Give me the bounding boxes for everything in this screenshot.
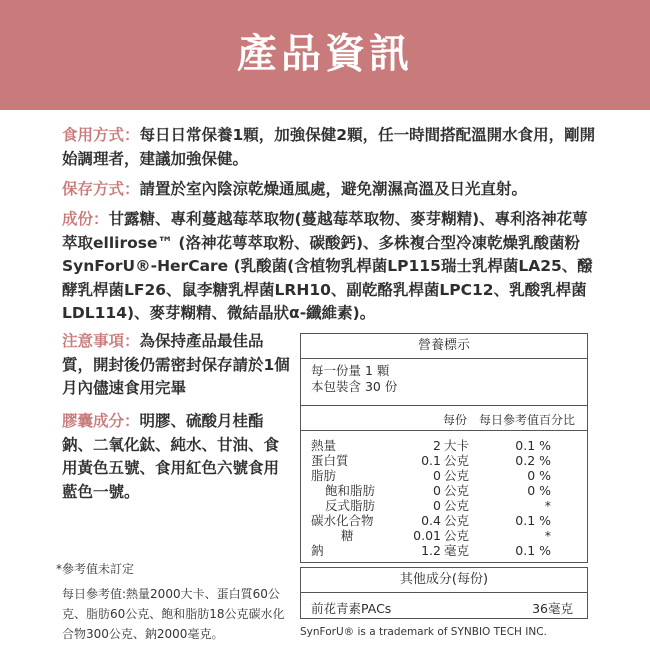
capsule-section: [62, 410, 292, 504]
servings-per-pack: 本包裝含 30 份: [311, 379, 398, 394]
reference-title: *參考值未訂定: [56, 562, 135, 576]
serving-info: [301, 359, 587, 406]
capsule-label: 膠囊成分：: [62, 412, 140, 430]
storage-label: 保存方式：: [62, 180, 140, 198]
header-banner: [0, 0, 650, 110]
ingredients-text: 甘露糖、專利蔓越莓萃取物(蔓越莓萃取物、麥芽糊精)、專利洛神花萼萃取ellirose™ (洛神花萼萃取粉、碳酸鈣)、多株複合型冷凍乾燥乳酸菌粉SynForU®-HerCare (乳酸菌(含植物乳桿菌LP115瑞士乳桿菌LA25、醱酵乳桿菌LF26、鼠李糖乳桿菌LRH10、副乾酪乳桿菌LPC12、乳酸乳桿菌LDL114)、麥芽糊精、微結晶狀α-纖維素)。: [62, 210, 593, 322]
usage-section: [62, 124, 602, 171]
notice-label: 注意事項：: [62, 332, 140, 350]
table-row: 熱量 2 大卡 0.1 %: [311, 438, 551, 453]
ingredients-section: [62, 208, 602, 326]
table-row: 碳水化合物 0.4 公克 0.1 %: [311, 513, 551, 528]
usage-label: 食用方式：: [62, 126, 140, 144]
usage-text: 每日日常保養1顆，加強保健2顆，任一時間搭配溫開水食用，剛開始調理者，建議加強保健。: [62, 126, 596, 168]
table-row: 鈉 1.2 毫克 0.1 %: [311, 543, 551, 558]
table-row: 糖 0.01 公克 *: [341, 528, 551, 543]
serving-size: 每一份量 1 顆: [311, 363, 390, 378]
other-ingredient-name: 前花青素PACs: [311, 601, 392, 616]
other-ingredient-amount: 36毫克: [532, 601, 573, 616]
nutrition-title: 營養標示: [301, 334, 587, 359]
reference-text: 每日參考值:熱量2000大卡、蛋白質60公克、脂肪60公克、飽和脂肪18公克碳水化合物300公克、鈉2000毫克。: [62, 587, 285, 641]
table-row: 飽和脂肪 0 公克 0 %: [325, 483, 551, 498]
storage-section: [62, 178, 602, 202]
col-daily-value: 每日參考值百分比: [479, 413, 576, 427]
nutrition-table: [300, 333, 588, 563]
table-row: 蛋白質 0.1 公克 0.2 %: [311, 453, 551, 468]
ingredients-label: 成份：: [62, 210, 109, 228]
notice-section: [62, 330, 292, 401]
page-title: 產品資訊: [237, 31, 413, 77]
col-per-serving: 每份: [443, 413, 468, 427]
storage-text: 請置於室內陰涼乾燥通風處，避免潮濕高溫及日光直射。: [139, 180, 528, 198]
table-row: 脂肪 0 公克 0 %: [311, 468, 551, 483]
other-ingredients-title: 其他成分(每份): [301, 568, 587, 593]
capsule-text: 明膠、硫酸月桂酯鈉、二氧化鈦、純水、甘油、食用黃色五號、食用紅色六號食用藍色一號。: [62, 412, 280, 501]
trademark-note: SynForU® is a trademark of SYNBIO TECH INC.: [300, 626, 547, 638]
nutrition-header: [301, 406, 587, 431]
other-ingredients-table: [300, 567, 588, 619]
notice-text: 為保持產品最佳品質，開封後仍需密封保存請於1個月內儘速食用完畢: [62, 332, 290, 397]
table-row: 反式脂肪 0 公克 *: [325, 498, 551, 513]
